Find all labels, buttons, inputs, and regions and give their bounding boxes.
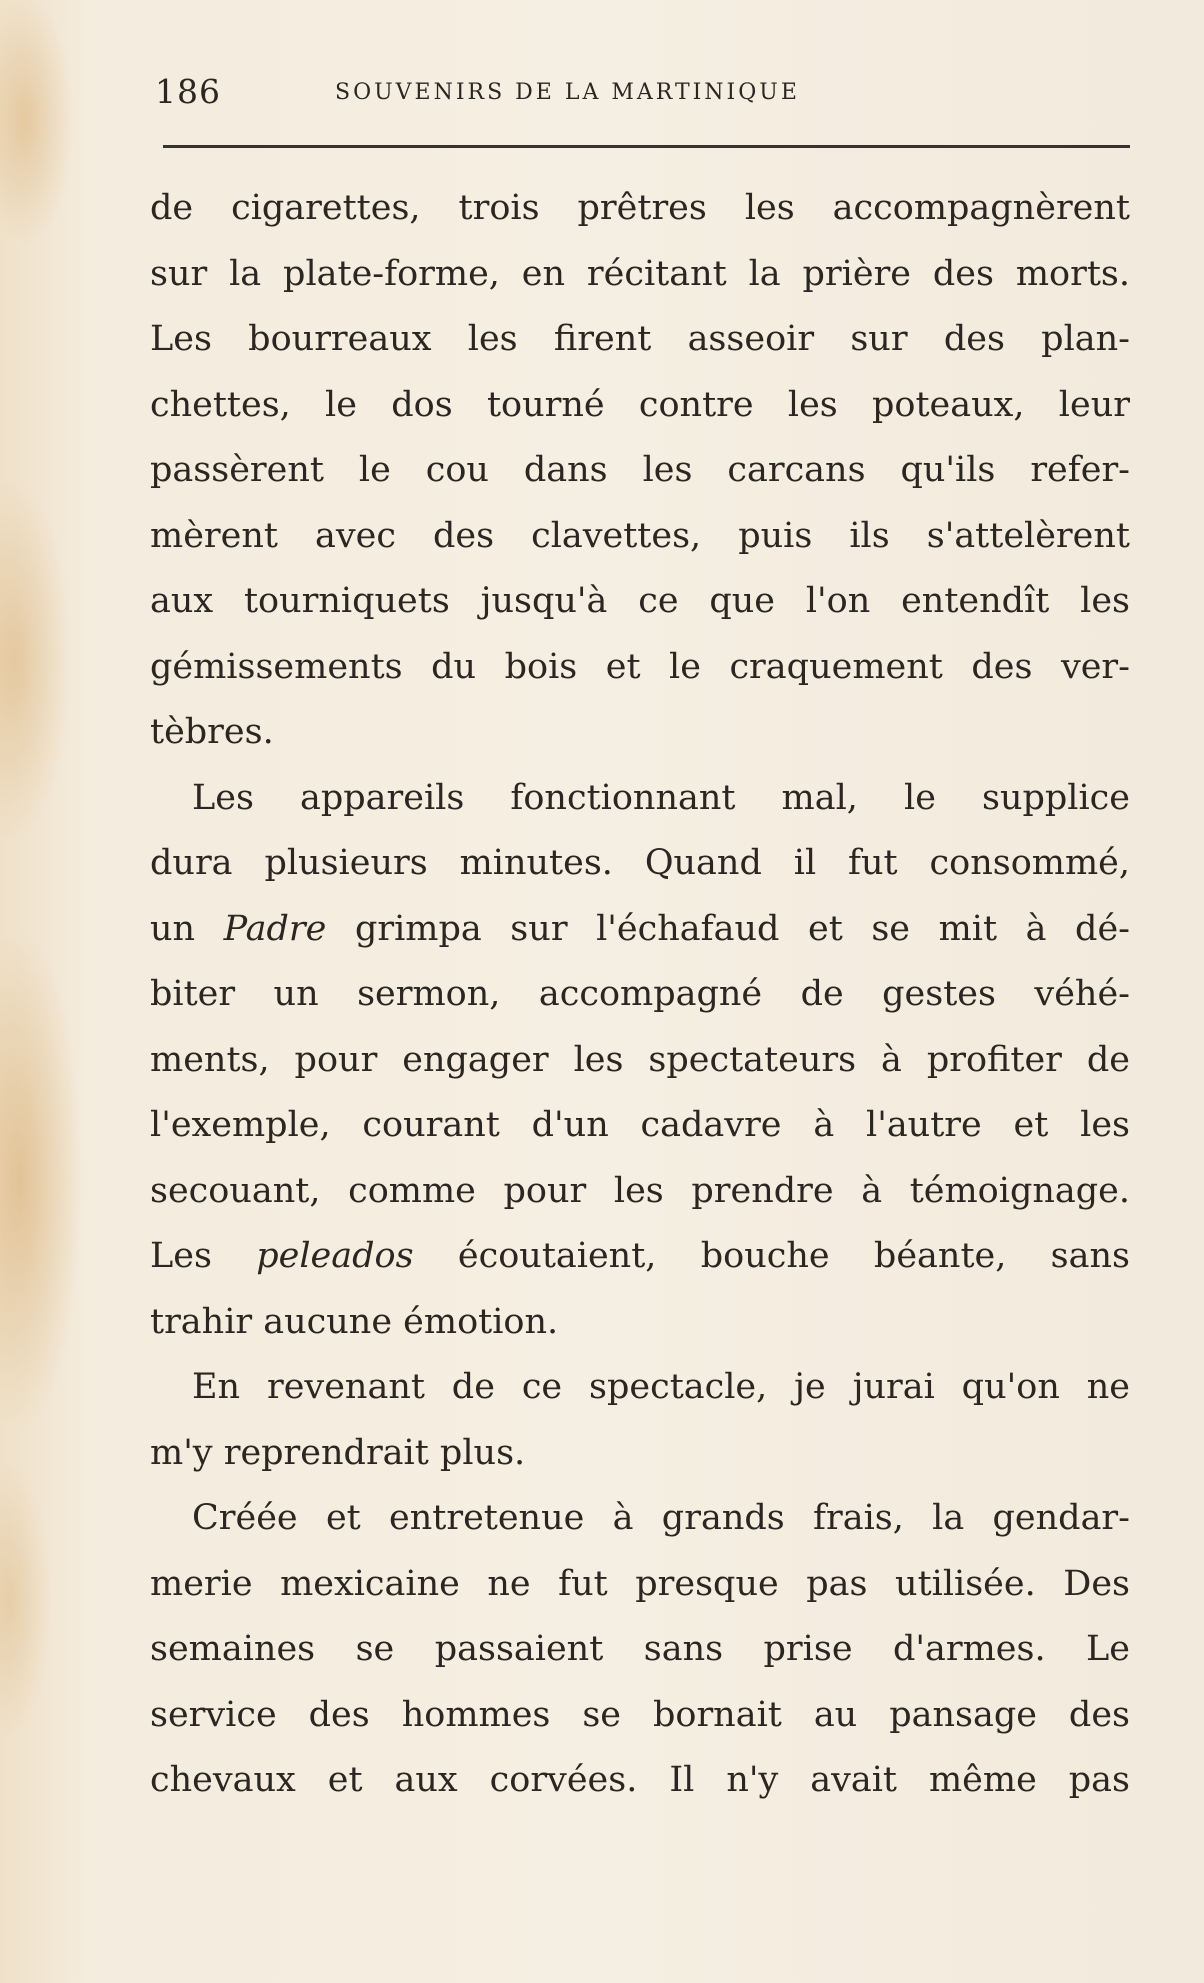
text-line: aux tourniquets jusqu'à ce que l'on entendît les (150, 581, 1130, 621)
text-line: ments, pour engager les spectateurs à profiter de (150, 1039, 1130, 1080)
text-line: mèrent avec des clavettes, puis ils s'attelèrent (150, 515, 1130, 556)
text-line: secouant, comme pour les prendre à témoignage. (150, 1170, 1130, 1211)
text-line: l'exemple, courant d'un cadavre à l'autre et les (150, 1105, 1130, 1145)
text-line: de cigarettes, trois prêtres les accompagnèrent (150, 188, 1130, 228)
text-fragment: grimpa sur l'échafaud et se mit à dé- (326, 908, 1131, 949)
running-title: SOUVENIRS DE LA MARTINIQUE (335, 80, 800, 105)
italic-word: peleados (256, 1236, 414, 1276)
text-fragment: écoutaient, bouche béante, sans (413, 1236, 1131, 1276)
text-line (150, 897, 1130, 963)
text-line: merie mexicaine ne fut presque pas utilisée. Des (150, 1563, 1130, 1604)
header-rule (163, 145, 1130, 148)
text-line: m'y reprendrait plus. (150, 1432, 526, 1473)
text-line: sur la plate-forme, en récitant la prière des morts. (150, 253, 1130, 294)
text-line: chettes, le dos tourné contre les poteaux, leur (150, 384, 1130, 425)
text-line: tèbres. (150, 712, 274, 752)
body-text (150, 176, 1130, 1814)
text-line: semaines se passaient sans prise d'armes. Le (150, 1629, 1130, 1669)
text-line: Les bourreaux les firent asseoir sur des plan- (150, 319, 1130, 359)
text-line: passèrent le cou dans les carcans qu'ils refer- (150, 450, 1130, 490)
text-fragment: Les (150, 1236, 257, 1276)
text-line: Créée et entretenue à grands frais, la gendar- (192, 1498, 1130, 1538)
italic-word: Padre (223, 908, 327, 949)
text-line: Les appareils fonctionnant mal, le supplice (192, 777, 1130, 818)
text-line (150, 1224, 1130, 1290)
text-line: gémissements du bois et le craquement des ver- (150, 646, 1130, 687)
page-number: 186 (155, 72, 221, 111)
text-line: En revenant de ce spectacle, je jurai qu'on ne (192, 1367, 1130, 1407)
text-line: biter un sermon, accompagné de gestes véhé- (150, 974, 1130, 1014)
text-line: service des hommes se bornait au pansage des (150, 1694, 1130, 1735)
text-line: chevaux et aux corvées. Il n'y avait même pas (150, 1760, 1130, 1800)
text-line: dura plusieurs minutes. Quand il fut consommé, (150, 843, 1130, 883)
running-head (155, 72, 1130, 122)
text-line: trahir aucune émotion. (150, 1301, 559, 1342)
text-fragment: un (150, 908, 224, 949)
